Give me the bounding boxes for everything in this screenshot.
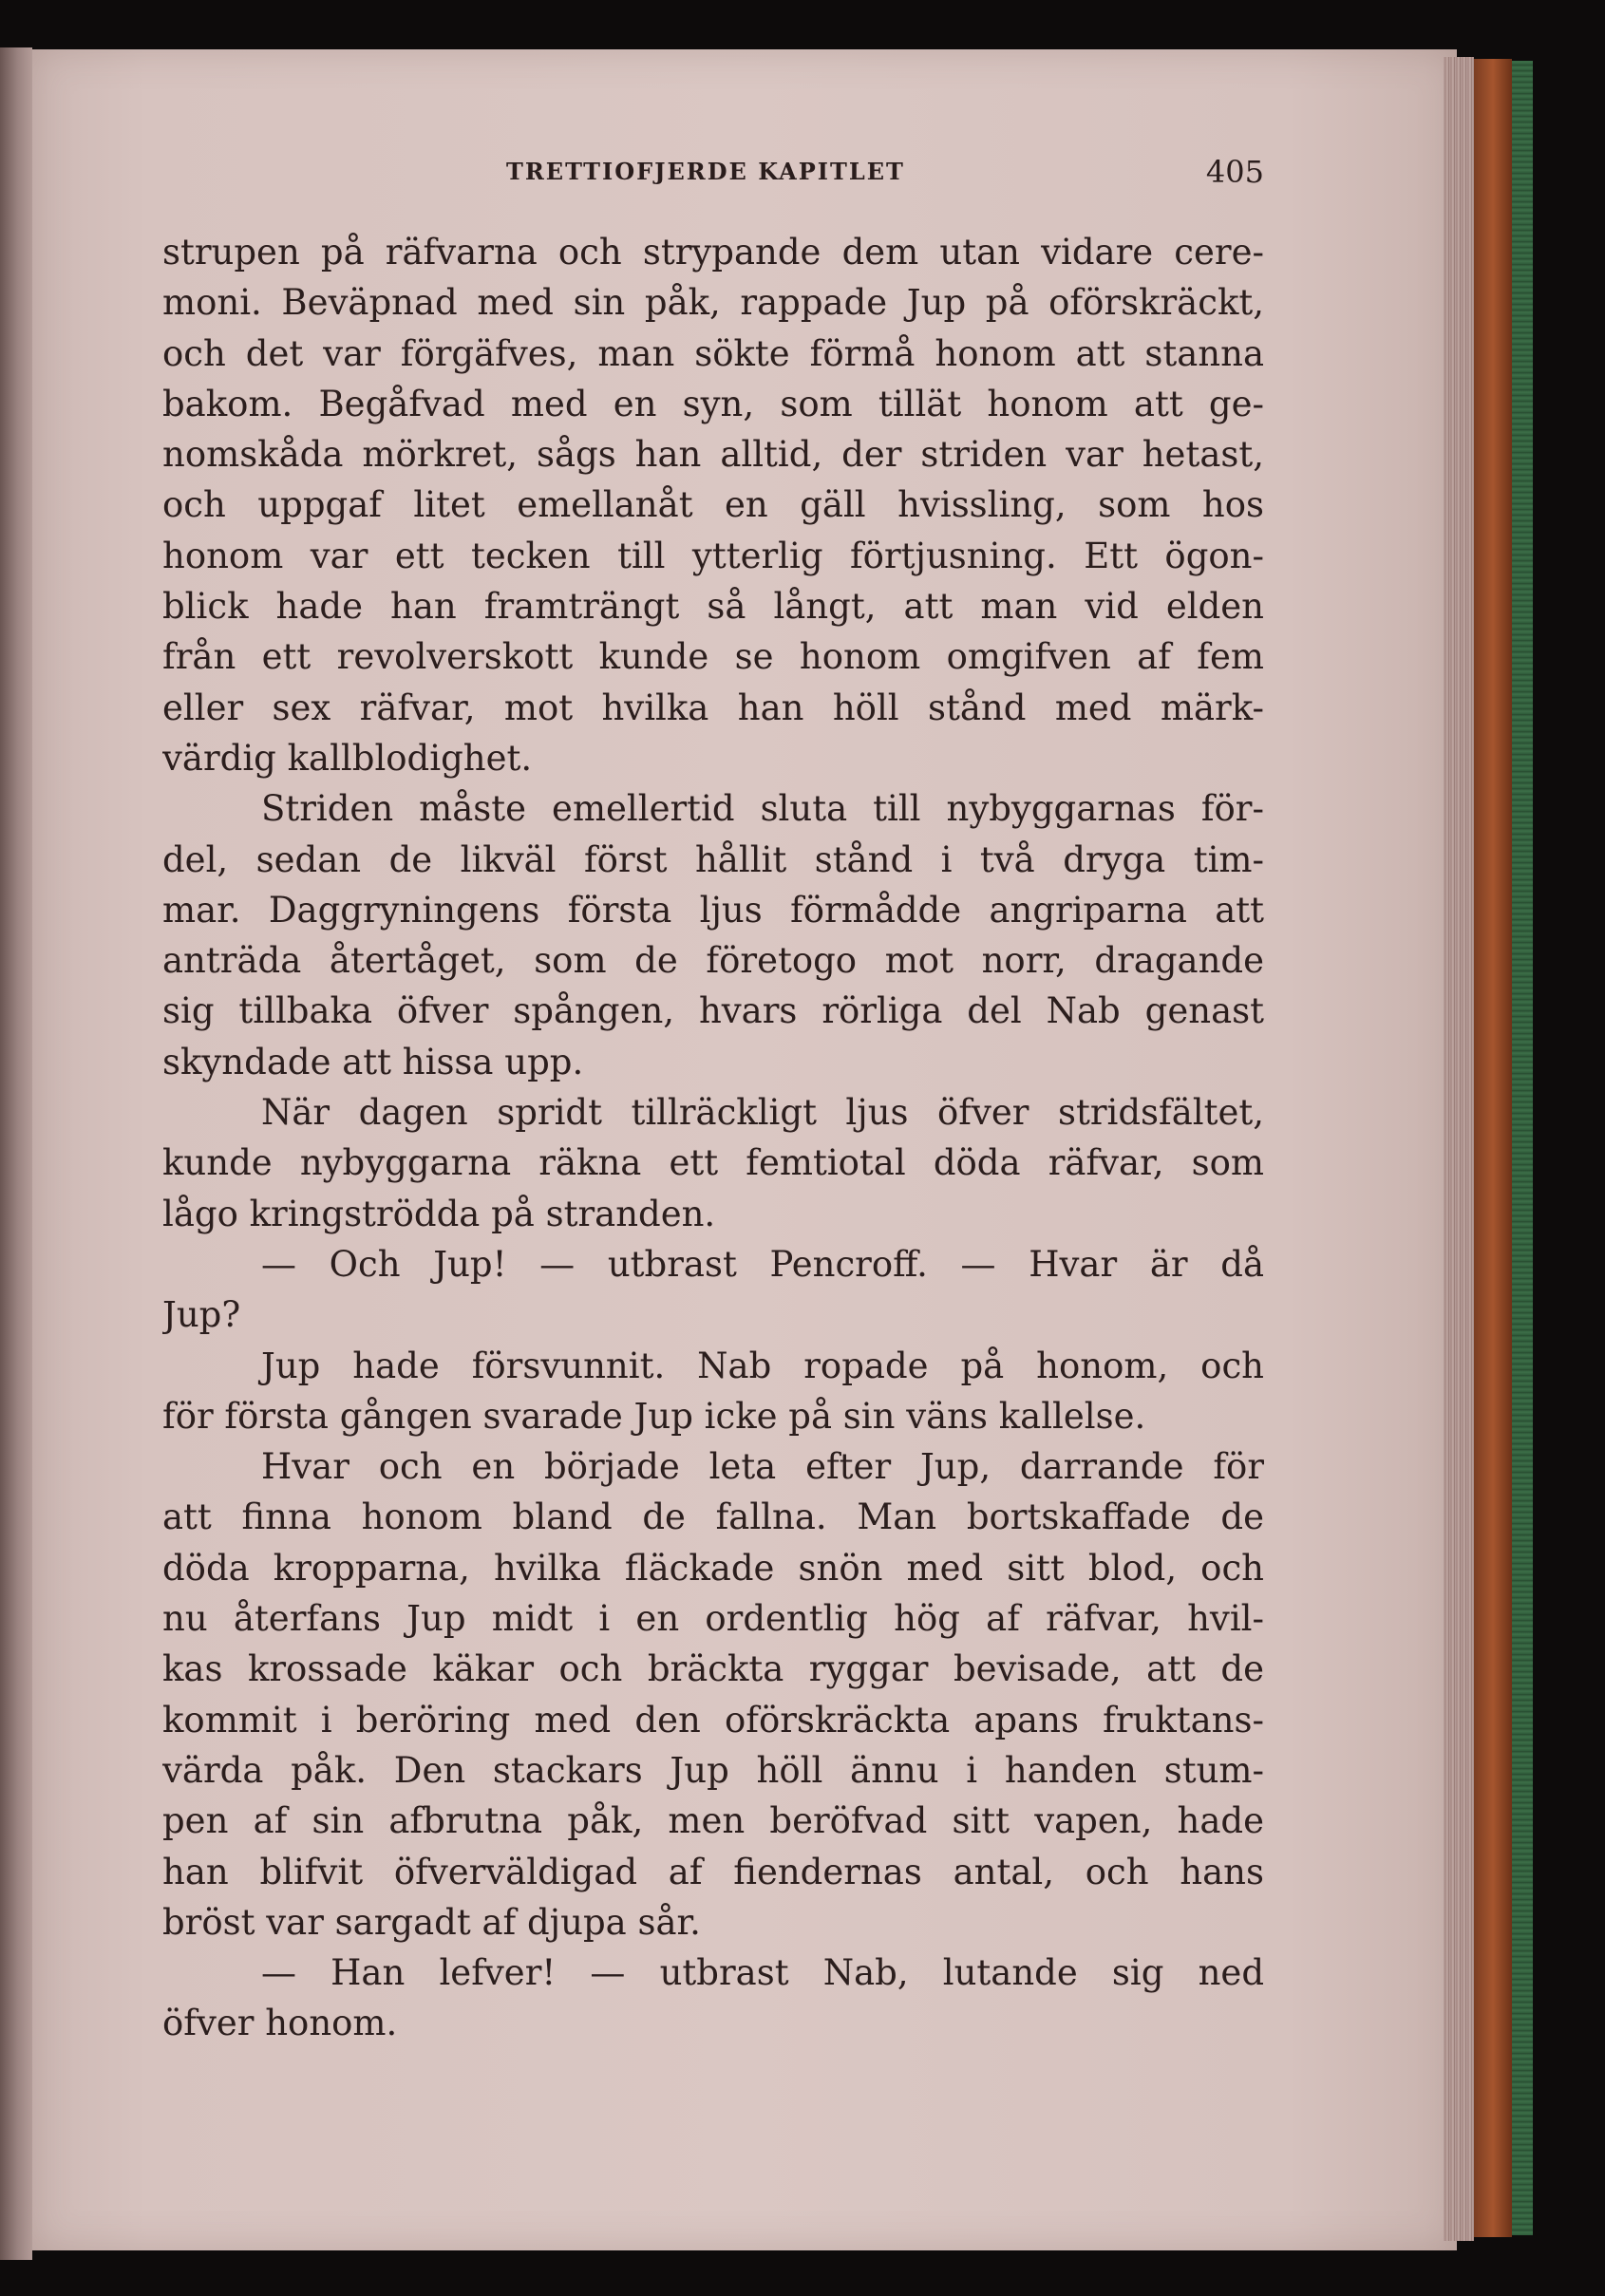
text-line: öfver honom. — [162, 2003, 398, 2044]
text-line: eller sex räfvar, mot hvilka han höll stånd med märk- — [162, 687, 1264, 728]
text-line: strupen på räfvarna och strypande dem utan vidare cere- — [162, 232, 1264, 273]
text-line: blick hade han framträngt så långt, att man vid elden — [162, 586, 1264, 628]
text-line: Hvar och en började leta efter Jup, darrande för — [261, 1446, 1264, 1488]
text-line: värdig kallblodighet. — [162, 737, 533, 779]
body-text — [162, 227, 1264, 2049]
text-line: värda påk. Den stackars Jup höll ännu i handen stum- — [162, 1749, 1264, 1791]
text-line: han blifvit öfverväldigad af fiendernas antal, och hans — [162, 1851, 1264, 1892]
page-stack-edge — [1444, 57, 1474, 2241]
facing-page-edge — [0, 47, 32, 2260]
text-line: att finna honom bland de fallna. Man bortskaffade de — [162, 1496, 1264, 1538]
text-line: — Och Jup! — utbrast Pencroff. — Hvar är då — [261, 1243, 1264, 1285]
text-line: moni. Beväpnad med sin påk, rappade Jup på oförskräckt, — [162, 282, 1264, 324]
text-line: pen af sin afbrutna påk, men beröfvad sitt vapen, hade — [162, 1800, 1264, 1842]
text-line: Striden måste emellertid sluta till nybyggarnas för- — [261, 788, 1264, 830]
running-head: TRETTIOFJERDE KAPITLET — [506, 158, 905, 185]
text-line: sig tillbaka öfver spången, hvars rörliga del Nab genast — [162, 990, 1264, 1032]
text-line: från ett revolverskott kunde se honom omgifven af fem — [162, 636, 1264, 678]
text-line: bröst var sargadt af djupa sår. — [162, 1901, 701, 1943]
text-line: kunde nybyggarna räkna ett femtiotal döda räfvar, som — [162, 1142, 1264, 1184]
text-line: nu återfans Jup midt i en ordentlig hög af räfvar, hvil- — [162, 1598, 1264, 1640]
text-line: och uppgaf litet emellanåt en gäll hvissling, som hos — [162, 484, 1264, 526]
text-line: anträda återtåget, som de företogo mot norr, dragande — [162, 940, 1264, 982]
text-line: kas krossade käkar och bräckta ryggar bevisade, att de — [162, 1648, 1264, 1690]
cloth-spine — [1512, 61, 1533, 2235]
text-line: skyndade att hissa upp. — [162, 1041, 584, 1082]
text-line: mar. Daggryningens första ljus förmådde angriparna att — [162, 889, 1264, 931]
page-header — [162, 154, 1264, 192]
text-line: lågo kringströdda på stranden. — [162, 1193, 716, 1234]
text-line: kommit i beröring med den oförskräckta apans fruktans- — [162, 1699, 1264, 1741]
text-line: honom var ett tecken till ytterlig förtjusning. Ett ögon- — [162, 535, 1264, 576]
text-line: Jup hade försvunnit. Nab ropade på honom, och — [261, 1345, 1264, 1386]
text-line: När dagen spridt tillräckligt ljus öfver stridsfältet, — [261, 1092, 1264, 1134]
cover-board-edge — [1474, 59, 1512, 2237]
text-line: nomskåda mörkret, sågs han alltid, der striden var hetast, — [162, 434, 1264, 476]
text-line: Jup? — [162, 1294, 241, 1336]
text-line: bakom. Begåfvad med en syn, som tillät honom att ge- — [162, 383, 1264, 424]
text-line: del, sedan de likväl först hållit stånd i två dryga tim- — [162, 838, 1264, 880]
text-line: döda kropparna, hvilka fläckade snön med sitt blod, och — [162, 1547, 1264, 1589]
page-number: 405 — [1205, 154, 1264, 190]
text-line: för första gången svarade Jup icke på sin väns kallelse. — [162, 1395, 1146, 1437]
text-line: — Han lefver! — utbrast Nab, lutande sig ned — [261, 1952, 1264, 1994]
text-line: och det var förgäfves, man sökte förmå honom att stanna — [162, 332, 1264, 374]
